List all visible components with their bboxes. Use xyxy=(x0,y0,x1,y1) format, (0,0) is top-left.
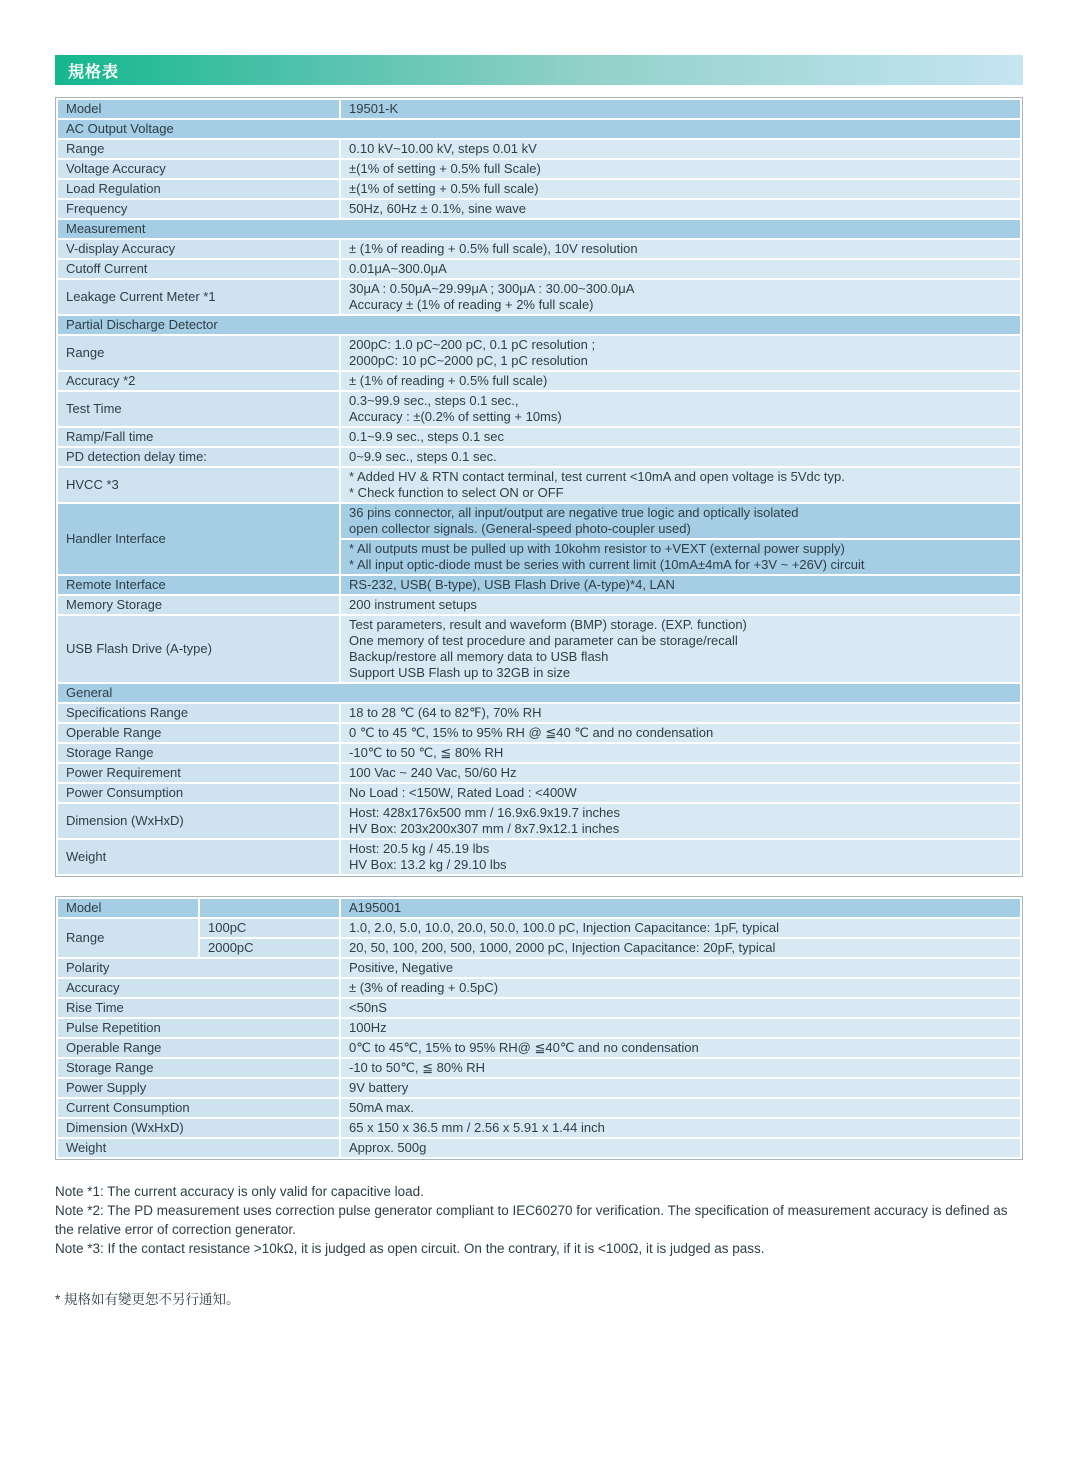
spec-section-header: Partial Discharge Detector xyxy=(58,316,1020,334)
spec-value-line: ±(1% of setting + 0.5% full scale) xyxy=(349,181,539,196)
spec-label: USB Flash Drive (A-type) xyxy=(58,616,339,682)
spec-value xyxy=(341,100,1020,118)
spec-value-line: 0.1~9.9 sec., steps 0.1 sec xyxy=(349,429,505,444)
spec-table-body xyxy=(58,100,1020,874)
spec-sub-label xyxy=(200,899,339,917)
spec-label: Handler Interface xyxy=(58,504,339,574)
spec-value xyxy=(341,468,1020,502)
spec-value-line: 36 pins connector, all input/output are negative true logic and optically isolated xyxy=(349,505,799,520)
spec-label: Power Requirement xyxy=(58,764,339,782)
spec-value-line: HV Box: 203x200x307 mm / 8x7.9x12.1 inches xyxy=(349,821,620,836)
spec-value-line: 30μA : 0.50μA~29.99μA ; 300μA : 30.00~300.0μA xyxy=(349,281,635,296)
spec-label: Current Consumption xyxy=(58,1099,339,1117)
spec-label: V-display Accuracy xyxy=(58,240,339,258)
spec-value-line: Accuracy : ±(0.2% of setting + 10ms) xyxy=(349,409,562,424)
spec-value xyxy=(341,540,1020,574)
spec-value xyxy=(341,1019,1020,1037)
spec-label: Remote Interface xyxy=(58,576,339,594)
spec-value-line: Test parameters, result and waveform (BMP) storage. (EXP. function) xyxy=(349,617,747,632)
spec-label: Accuracy *2 xyxy=(58,372,339,390)
spec-value xyxy=(341,784,1020,802)
spec-value-line: ± (3% of reading + 0.5pC) xyxy=(349,980,499,995)
spec-value-line: 65 x 150 x 36.5 mm / 2.56 x 5.91 x 1.44 inch xyxy=(349,1120,605,1135)
spec-sub-label: 100pC xyxy=(200,919,339,937)
spec-label: HVCC *3 xyxy=(58,468,339,502)
spec-label: Weight xyxy=(58,840,339,874)
spec-value-line: 20, 50, 100, 200, 500, 1000, 2000 pC, Injection Capacitance: 20pF, typical xyxy=(349,940,776,955)
spec-table-body xyxy=(58,899,1020,1157)
spec-value xyxy=(341,744,1020,762)
spec-section-header: General xyxy=(58,684,1020,702)
spec-label: Accuracy xyxy=(58,979,339,997)
spec-label: Storage Range xyxy=(58,744,339,762)
section-title-bar xyxy=(55,55,1023,85)
spec-value-line: 18 to 28 ℃ (64 to 82℉), 70% RH xyxy=(349,705,542,720)
spec-value-line: 0 ℃ to 45 ℃, 15% to 95% RH @ ≦40 ℃ and no condensation xyxy=(349,725,714,740)
spec-value xyxy=(341,504,1020,538)
spec-value xyxy=(341,999,1020,1017)
spec-value-line: * All input optic-diode must be series with current limit (10mA±4mA for +3V ~ +26V) circuit xyxy=(349,557,865,572)
spec-label: Leakage Current Meter *1 xyxy=(58,280,339,314)
spec-value xyxy=(341,704,1020,722)
spec-value xyxy=(341,919,1020,937)
note-line: Note *2: The PD measurement uses correction pulse generator compliant to IEC60270 for verification. The specification of measurement accuracy is defined as the relative error of correction generator. xyxy=(55,1203,1008,1237)
spec-value xyxy=(341,959,1020,977)
spec-value-line: Accuracy ± (1% of reading + 2% full scale) xyxy=(349,297,594,312)
spec-value-line: No Load : <150W, Rated Load : <400W xyxy=(349,785,577,800)
spec-value xyxy=(341,428,1020,446)
spec-value-line: A195001 xyxy=(349,900,402,915)
spec-label: Operable Range xyxy=(58,1039,339,1057)
note-line: Note *3: If the contact resistance >10kΩ, it is judged as open circuit. On the contrary, if it is <100Ω, it is judged as pass. xyxy=(55,1241,765,1256)
spec-label: Polarity xyxy=(58,959,339,977)
spec-value-line: 2000pC: 10 pC~2000 pC, 1 pC resolution xyxy=(349,353,588,368)
spec-value xyxy=(341,1119,1020,1137)
spec-table-a195001 xyxy=(55,896,1023,1160)
spec-value-line: 1.0, 2.0, 5.0, 10.0, 20.0, 50.0, 100.0 pC, Injection Capacitance: 1pF, typical xyxy=(349,920,780,935)
spec-value-line: Host: 428x176x500 mm / 16.9x6.9x19.7 inches xyxy=(349,805,621,820)
spec-label: Pulse Repetition xyxy=(58,1019,339,1037)
spec-value-line: Approx. 500g xyxy=(349,1140,427,1155)
spec-label: Operable Range xyxy=(58,724,339,742)
spec-value-line: 0~9.9 sec., steps 0.1 sec. xyxy=(349,449,497,464)
spec-value xyxy=(341,240,1020,258)
spec-value xyxy=(341,764,1020,782)
spec-label: Frequency xyxy=(58,200,339,218)
spec-label: Load Regulation xyxy=(58,180,339,198)
spec-value xyxy=(341,448,1020,466)
spec-label: Range xyxy=(58,919,198,957)
spec-value-line: 100Hz xyxy=(349,1020,387,1035)
spec-value xyxy=(341,336,1020,370)
spec-label: Weight xyxy=(58,1139,339,1157)
spec-label: PD detection delay time: xyxy=(58,448,339,466)
spec-label: Dimension (WxHxD) xyxy=(58,1119,339,1137)
spec-value-line: RS-232, USB( B-type), USB Flash Drive (A-type)*4, LAN xyxy=(349,577,675,592)
spec-value-line: <50nS xyxy=(349,1000,387,1015)
spec-value xyxy=(341,1079,1020,1097)
spec-value-line: Backup/restore all memory data to USB flash xyxy=(349,649,609,664)
spec-label: Range xyxy=(58,140,339,158)
spec-value-line: 19501-K xyxy=(349,101,399,116)
spec-value xyxy=(341,596,1020,614)
spec-label: Range xyxy=(58,336,339,370)
spec-value-line: 200pC: 1.0 pC~200 pC, 0.1 pC resolution ; xyxy=(349,337,596,352)
spec-value-line: 50mA max. xyxy=(349,1100,415,1115)
spec-value xyxy=(341,616,1020,682)
spec-value-line: 200 instrument setups xyxy=(349,597,477,612)
spec-label: Model xyxy=(58,100,339,118)
spec-value-line: 0℃ to 45℃, 15% to 95% RH@ ≦40℃ and no condensation xyxy=(349,1040,699,1055)
spec-value-line: Host: 20.5 kg / 45.19 lbs xyxy=(349,841,490,856)
footer-note: * 規格如有變更恕不另行通知。 xyxy=(55,1292,240,1307)
spec-value-line: One memory of test procedure and parameter can be storage/recall xyxy=(349,633,738,648)
spec-label: Rise Time xyxy=(58,999,339,1017)
spec-value xyxy=(341,200,1020,218)
spec-table-19501k xyxy=(55,97,1023,877)
spec-value xyxy=(341,939,1020,957)
spec-value-line: * Check function to select ON or OFF xyxy=(349,485,564,500)
spec-value-line: 100 Vac ~ 240 Vac, 50/60 Hz xyxy=(349,765,517,780)
spec-value-line: 50Hz, 60Hz ± 0.1%, sine wave xyxy=(349,201,526,216)
spec-label: Cutoff Current xyxy=(58,260,339,278)
spec-value xyxy=(341,140,1020,158)
spec-label: Dimension (WxHxD) xyxy=(58,804,339,838)
spec-value-line: * Added HV & RTN contact terminal, test current <10mA and open voltage is 5Vdc typ. xyxy=(349,469,845,484)
spec-label: Memory Storage xyxy=(58,596,339,614)
spec-value xyxy=(341,840,1020,874)
spec-value-line: 0.10 kV~10.00 kV, steps 0.01 kV xyxy=(349,141,537,156)
spec-label: Test Time xyxy=(58,392,339,426)
spec-value xyxy=(341,372,1020,390)
spec-value-line: 0.01μA~300.0μA xyxy=(349,261,447,276)
spec-label: Ramp/Fall time xyxy=(58,428,339,446)
notes xyxy=(55,1182,1023,1258)
spec-label: Power Supply xyxy=(58,1079,339,1097)
spec-value-line: open collector signals. (General-speed photo-coupler used) xyxy=(349,521,691,536)
note-line: Note *1: The current accuracy is only valid for capacitive load. xyxy=(55,1184,424,1199)
spec-value xyxy=(341,1039,1020,1057)
spec-value xyxy=(341,280,1020,314)
spec-section-header: Measurement xyxy=(58,220,1020,238)
spec-label: Power Consumption xyxy=(58,784,339,802)
spec-value-line: 9V battery xyxy=(349,1080,409,1095)
spec-value xyxy=(341,1139,1020,1157)
spec-label: Model xyxy=(58,899,198,917)
spec-value-line: Positive, Negative xyxy=(349,960,454,975)
page-title: 規格表 xyxy=(68,63,120,81)
spec-value-line: 0.3~99.9 sec., steps 0.1 sec., xyxy=(349,393,519,408)
spec-value-line: -10℃ to 50 ℃, ≦ 80% RH xyxy=(349,745,504,760)
spec-value xyxy=(341,260,1020,278)
spec-value-line: * All outputs must be pulled up with 10kohm resistor to +VEXT (external power supply) xyxy=(349,541,845,556)
spec-value xyxy=(341,899,1020,917)
spec-value xyxy=(341,160,1020,178)
spec-section-header: AC Output Voltage xyxy=(58,120,1020,138)
spec-value-line: -10 to 50℃, ≦ 80% RH xyxy=(349,1060,486,1075)
spec-table xyxy=(56,98,1022,876)
spec-value-line: ±(1% of setting + 0.5% full Scale) xyxy=(349,161,541,176)
spec-sub-label: 2000pC xyxy=(200,939,339,957)
spec-label: Storage Range xyxy=(58,1059,339,1077)
spec-value xyxy=(341,576,1020,594)
spec-label: Specifications Range xyxy=(58,704,339,722)
spec-value xyxy=(341,392,1020,426)
spec-value xyxy=(341,804,1020,838)
spec-value xyxy=(341,1099,1020,1117)
spec-value-line: HV Box: 13.2 kg / 29.10 lbs xyxy=(349,857,507,872)
spec-value-line: Support USB Flash up to 32GB in size xyxy=(349,665,571,680)
spec-value-line: ± (1% of reading + 0.5% full scale), 10V resolution xyxy=(349,241,638,256)
spec-value xyxy=(341,1059,1020,1077)
spec-value xyxy=(341,180,1020,198)
spec-table xyxy=(56,897,1022,1159)
spec-value xyxy=(341,979,1020,997)
spec-label: Voltage Accuracy xyxy=(58,160,339,178)
spec-value xyxy=(341,724,1020,742)
spec-value-line: ± (1% of reading + 0.5% full scale) xyxy=(349,373,548,388)
